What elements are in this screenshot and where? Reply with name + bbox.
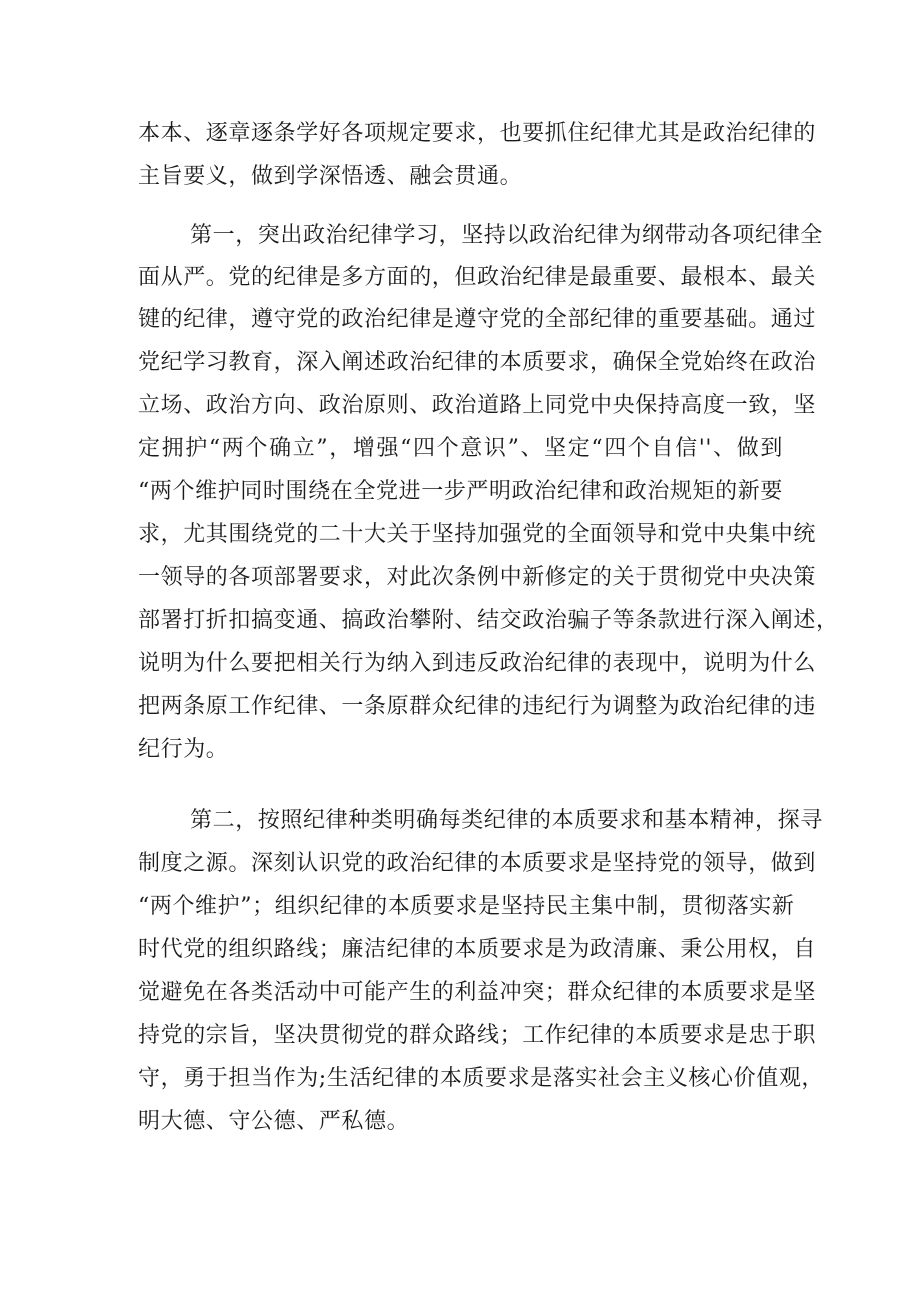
paragraph-line: 求，尤其围绕党的二十大关于坚持加强党的全面领导和党中央集中统	[138, 522, 817, 547]
paragraph-line: 说明为什么要把相关行为纳入到违反政治纪律的表现中，说明为什么	[138, 651, 817, 676]
paragraph-line: 第二，按照纪律种类明确每类纪律的本质要求和基本精神，探寻	[190, 808, 823, 833]
paragraph-line: 党纪学习教育，深入阐述政治纪律的本质要求，确保全党始终在政治	[138, 350, 817, 375]
paragraph-line: 主旨要义，做到学深悟透、融会贯通。	[138, 164, 523, 189]
paragraph-line: 觉避免在各类活动中可能产生的利益冲突；群众纪律的本质要求是坚	[138, 980, 817, 1005]
paragraph-line: “两个维护”；组织纪律的本质要求是坚持民主集中制，贯彻落实新	[138, 894, 795, 919]
paragraph-line: 定拥护“两个确立”，增强“四个意识”、坚定“四个自信''、做到	[138, 436, 783, 461]
paragraph-line: 面从严。党的纪律是多方面的，但政治纪律是最重要、最根本、最关	[138, 265, 817, 290]
paragraph-line: 本本、逐章逐条学好各项规定要求，也要抓住纪律尤其是政治纪律的	[138, 121, 817, 146]
paragraph-line: 持党的宗旨，坚决贯彻党的群众路线；工作纪律的本质要求是忠于职	[138, 1023, 817, 1048]
paragraph-line: 制度之源。深刻认识党的政治纪律的本质要求是坚持党的领导，做到	[138, 851, 817, 876]
paragraph-line: 明大德、守公德、严私德。	[138, 1109, 410, 1134]
paragraph-line: 键的纪律，遵守党的政治纪律是遵守党的全部纪律的重要基础。通过	[138, 307, 817, 332]
paragraph-line: 纪行为。	[138, 737, 229, 762]
paragraph-line: 把两条原工作纪律、一条原群众纪律的违纪行为调整为政治纪律的违	[138, 694, 817, 719]
paragraph-line: 一领导的各项部署要求，对此次条例中新修定的关于贯彻党中央决策	[138, 565, 817, 590]
paragraph-line: “两个维护同时围绕在全党进一步严明政治纪律和政治规矩的新要	[138, 479, 783, 504]
paragraph-line: 立场、政治方向、政治原则、政治道路上同党中央保持高度一致，坚	[138, 393, 817, 418]
paragraph-line: 守，勇于担当作为;生活纪律的本质要求是落实社会主义核心价值观，	[138, 1066, 825, 1091]
paragraph-line: 时代党的组织路线；廉洁纪律的本质要求是为政清廉、秉公用权，自	[138, 937, 817, 962]
paragraph-line: 部署打折扣搞变通、搞政治攀附、结交政治骗子等条款进行深入阐述，	[138, 608, 839, 633]
paragraph-line: 第一，突出政治纪律学习，坚持以政治纪律为纲带动各项纪律全	[190, 223, 823, 248]
